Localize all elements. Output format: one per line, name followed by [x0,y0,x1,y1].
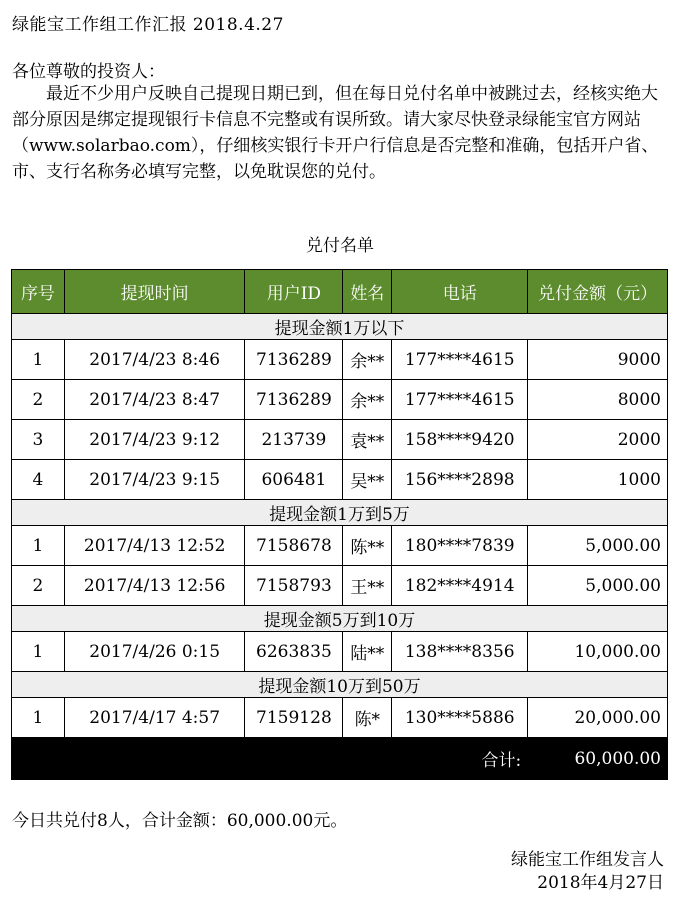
cell-uid: 7158678 [245,526,343,566]
section-label: 提现金额5万到10万 [12,606,668,632]
cell-amount: 8000 [528,380,668,420]
cell-phone: 182****4914 [392,566,528,606]
header-name: 姓名 [343,270,392,314]
greeting: 各位尊敬的投资人： [12,62,165,82]
payout-table [11,269,668,780]
section-row [12,672,668,698]
cell-uid: 213739 [245,420,343,460]
cell-uid: 606481 [245,460,343,500]
cell-time: 2017/4/23 8:46 [64,340,245,380]
report-title: 绿能宝工作组工作汇报 2018.4.27 [12,15,284,35]
cell-no: 2 [12,380,65,420]
cell-name: 陈* [343,698,392,738]
header-uid: 用户ID [245,270,343,314]
cell-time: 2017/4/23 9:12 [64,420,245,460]
section-label: 提现金额1万以下 [12,314,668,340]
cell-name: 袁** [343,420,392,460]
signer: 绿能宝工作组发言人 [511,850,664,870]
section-label: 提现金额1万到5万 [12,500,668,526]
cell-name: 陈** [343,526,392,566]
table-row [12,698,668,738]
total-value: 60,000.00 [528,738,668,780]
cell-no: 1 [12,340,65,380]
cell-name: 余** [343,380,392,420]
table-row [12,526,668,566]
header-no: 序号 [12,270,65,314]
cell-time: 2017/4/13 12:52 [64,526,245,566]
cell-no: 4 [12,460,65,500]
cell-time: 2017/4/23 9:15 [64,460,245,500]
section-row [12,500,668,526]
cell-amount: 10,000.00 [528,632,668,672]
cell-phone: 177****4615 [392,340,528,380]
cell-name: 余** [343,340,392,380]
section-row [12,606,668,632]
cell-no: 1 [12,632,65,672]
header-amount: 兑付金额（元） [528,270,668,314]
cell-time: 2017/4/26 0:15 [64,632,245,672]
cell-name: 吴** [343,460,392,500]
cell-phone: 130****5886 [392,698,528,738]
cell-phone: 138****8356 [392,632,528,672]
cell-time: 2017/4/13 12:56 [64,566,245,606]
table-row [12,380,668,420]
cell-no: 1 [12,526,65,566]
cell-no: 3 [12,420,65,460]
cell-amount: 5,000.00 [528,566,668,606]
sign-date: 2018年4月27日 [537,873,664,893]
cell-phone: 180****7839 [392,526,528,566]
cell-phone: 177****4615 [392,380,528,420]
section-row [12,314,668,340]
cell-uid: 7136289 [245,340,343,380]
table-row [12,460,668,500]
total-row [12,738,668,780]
table-row [12,340,668,380]
cell-amount: 5,000.00 [528,526,668,566]
header-phone: 电话 [392,270,528,314]
summary-text: 今日共兑付8人，合计金额：60,000.00元。 [12,811,348,831]
list-title: 兑付名单 [306,236,374,256]
table-row [12,566,668,606]
cell-amount: 1000 [528,460,668,500]
cell-phone: 156****2898 [392,460,528,500]
section-label: 提现金额10万到50万 [12,672,668,698]
cell-uid: 7159128 [245,698,343,738]
cell-uid: 6263835 [245,632,343,672]
cell-uid: 7136289 [245,380,343,420]
table-row [12,632,668,672]
table-row [12,420,668,460]
cell-no: 2 [12,566,65,606]
cell-uid: 7158793 [245,566,343,606]
cell-amount: 2000 [528,420,668,460]
cell-time: 2017/4/17 4:57 [64,698,245,738]
header-time: 提现时间 [64,270,245,314]
cell-amount: 9000 [528,340,668,380]
cell-no: 1 [12,698,65,738]
total-label: 合计: [12,738,528,780]
body-paragraph: 最近不少用户反映自己提现日期已到，但在每日兑付名单中被跳过去，经核实绝大部分原因是绑定提现银行卡信息不完整或有误所致。请大家尽快登录绿能宝官方网站（www.solarbao.com），仔细核实银行卡开户行信息是否完整和准确，包括开户省、市、支行名称务必填写完整，以免耽误您的兑付。 [12,84,659,182]
cell-phone: 158****9420 [392,420,528,460]
cell-name: 陆** [343,632,392,672]
cell-name: 王** [343,566,392,606]
cell-time: 2017/4/23 8:47 [64,380,245,420]
cell-amount: 20,000.00 [528,698,668,738]
table-header-row [12,270,668,314]
